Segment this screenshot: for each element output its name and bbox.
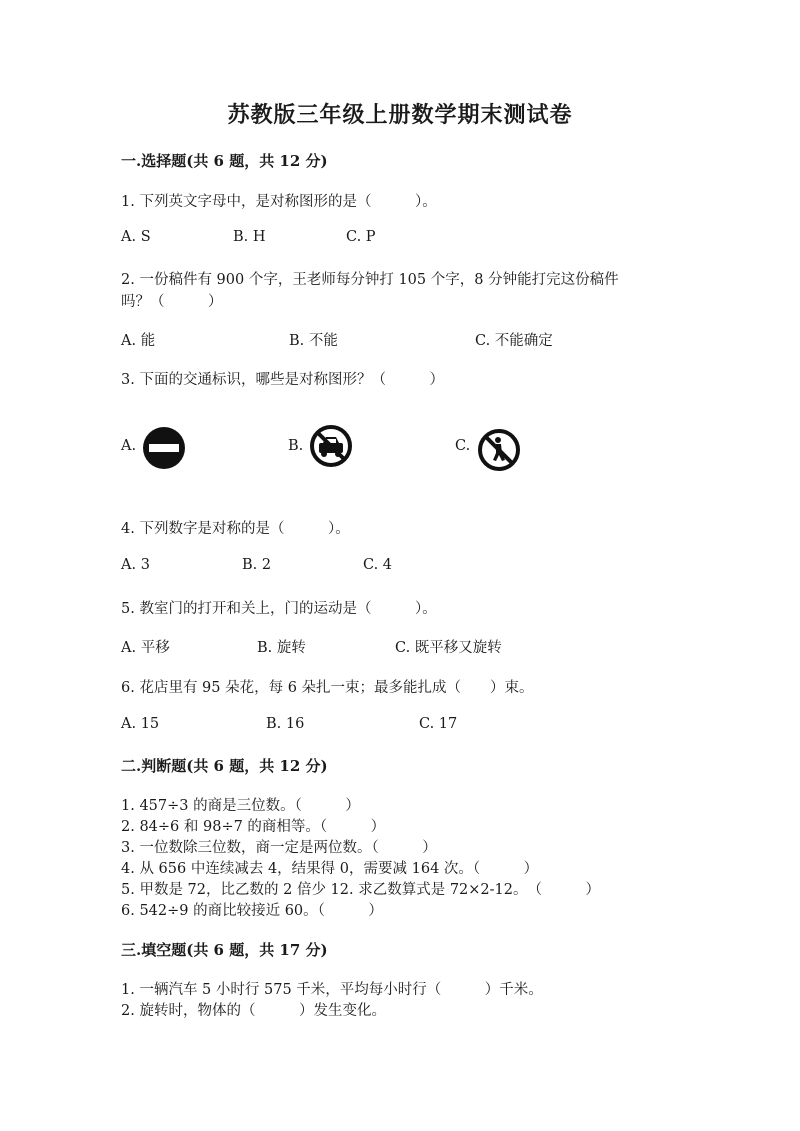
option-c: C. 既平移又旋转: [395, 640, 502, 656]
option-c: C. 不能确定: [475, 333, 553, 349]
no-motor-vehicle-sign-icon: [309, 424, 353, 468]
question-text: 4. 下列数字是对称的是（ ）。: [121, 521, 350, 537]
option-c: C. P: [346, 229, 376, 245]
section-heading-true-false: 二.判断题(共 6 题，共 12 分): [121, 757, 328, 775]
question-text: 3. 下面的交通标识，哪些是对称图形？（ ）: [121, 372, 444, 388]
list-item: 1. 一辆汽车 5 小时行 575 千米，平均每小时行（ ）千米。: [121, 982, 543, 998]
list-item: 3. 一位数除三位数，商一定是两位数。（ ）: [121, 840, 437, 856]
list-item: 5. 甲数是 72，比乙数的 2 倍少 12. 求乙数算式是 72×2-12。 （ ）: [121, 882, 601, 898]
question-text: 2. 一份稿件有 900 个字，王老师每分钟打 105 个字，8 分钟能打完这份稿件: [121, 272, 619, 288]
option-a: A. 能: [121, 333, 156, 349]
no-entry-sign-icon: [142, 426, 186, 470]
question-text: 6. 花店里有 95 朵花，每 6 朵扎一束；最多能扎成（ ）束。: [121, 680, 534, 696]
section-heading-fill-in: 三.填空题(共 6 题，共 17 分): [121, 941, 328, 959]
no-pedestrian-sign-icon: [477, 428, 521, 472]
list-item: 1. 457÷3 的商是三位数。（ ）: [121, 798, 360, 814]
option-b: B. 16: [266, 716, 305, 732]
list-item: 4. 从 656 中连续减去 4，结果得 0，需要减 164 次。（ ）: [121, 861, 539, 877]
option-b: B.: [288, 438, 304, 454]
question-text: 5. 教室门的打开和关上，门的运动是（ ）。: [121, 601, 437, 617]
option-a: A. 3: [121, 557, 150, 573]
question-text-continued: 吗？（ ）: [121, 294, 223, 310]
section-heading-choice: 一.选择题(共 6 题，共 12 分): [121, 152, 328, 170]
list-item: 2. 旋转时，物体的（ ）发生变化。: [121, 1003, 386, 1019]
option-a: A. 15: [121, 716, 160, 732]
option-a: A. S: [121, 229, 151, 245]
list-item: 6. 542÷9 的商比较接近 60。（ ）: [121, 903, 383, 919]
option-b: B. H: [233, 229, 266, 245]
page-title: 苏教版三年级上册数学期末测试卷: [227, 102, 573, 128]
option-b: B. 不能: [289, 333, 338, 349]
option-b: B. 旋转: [257, 640, 306, 656]
list-item: 2. 84÷6 和 98÷7 的商相等。（ ）: [121, 819, 386, 835]
option-c: C.: [455, 438, 471, 454]
option-a: A. 平移: [121, 640, 170, 656]
question-text: 1. 下列英文字母中，是对称图形的是（ ）。: [121, 194, 437, 210]
option-c: C. 17: [419, 716, 458, 732]
option-c: C. 4: [363, 557, 393, 573]
option-a: A.: [121, 438, 137, 454]
option-b: B. 2: [242, 557, 272, 573]
